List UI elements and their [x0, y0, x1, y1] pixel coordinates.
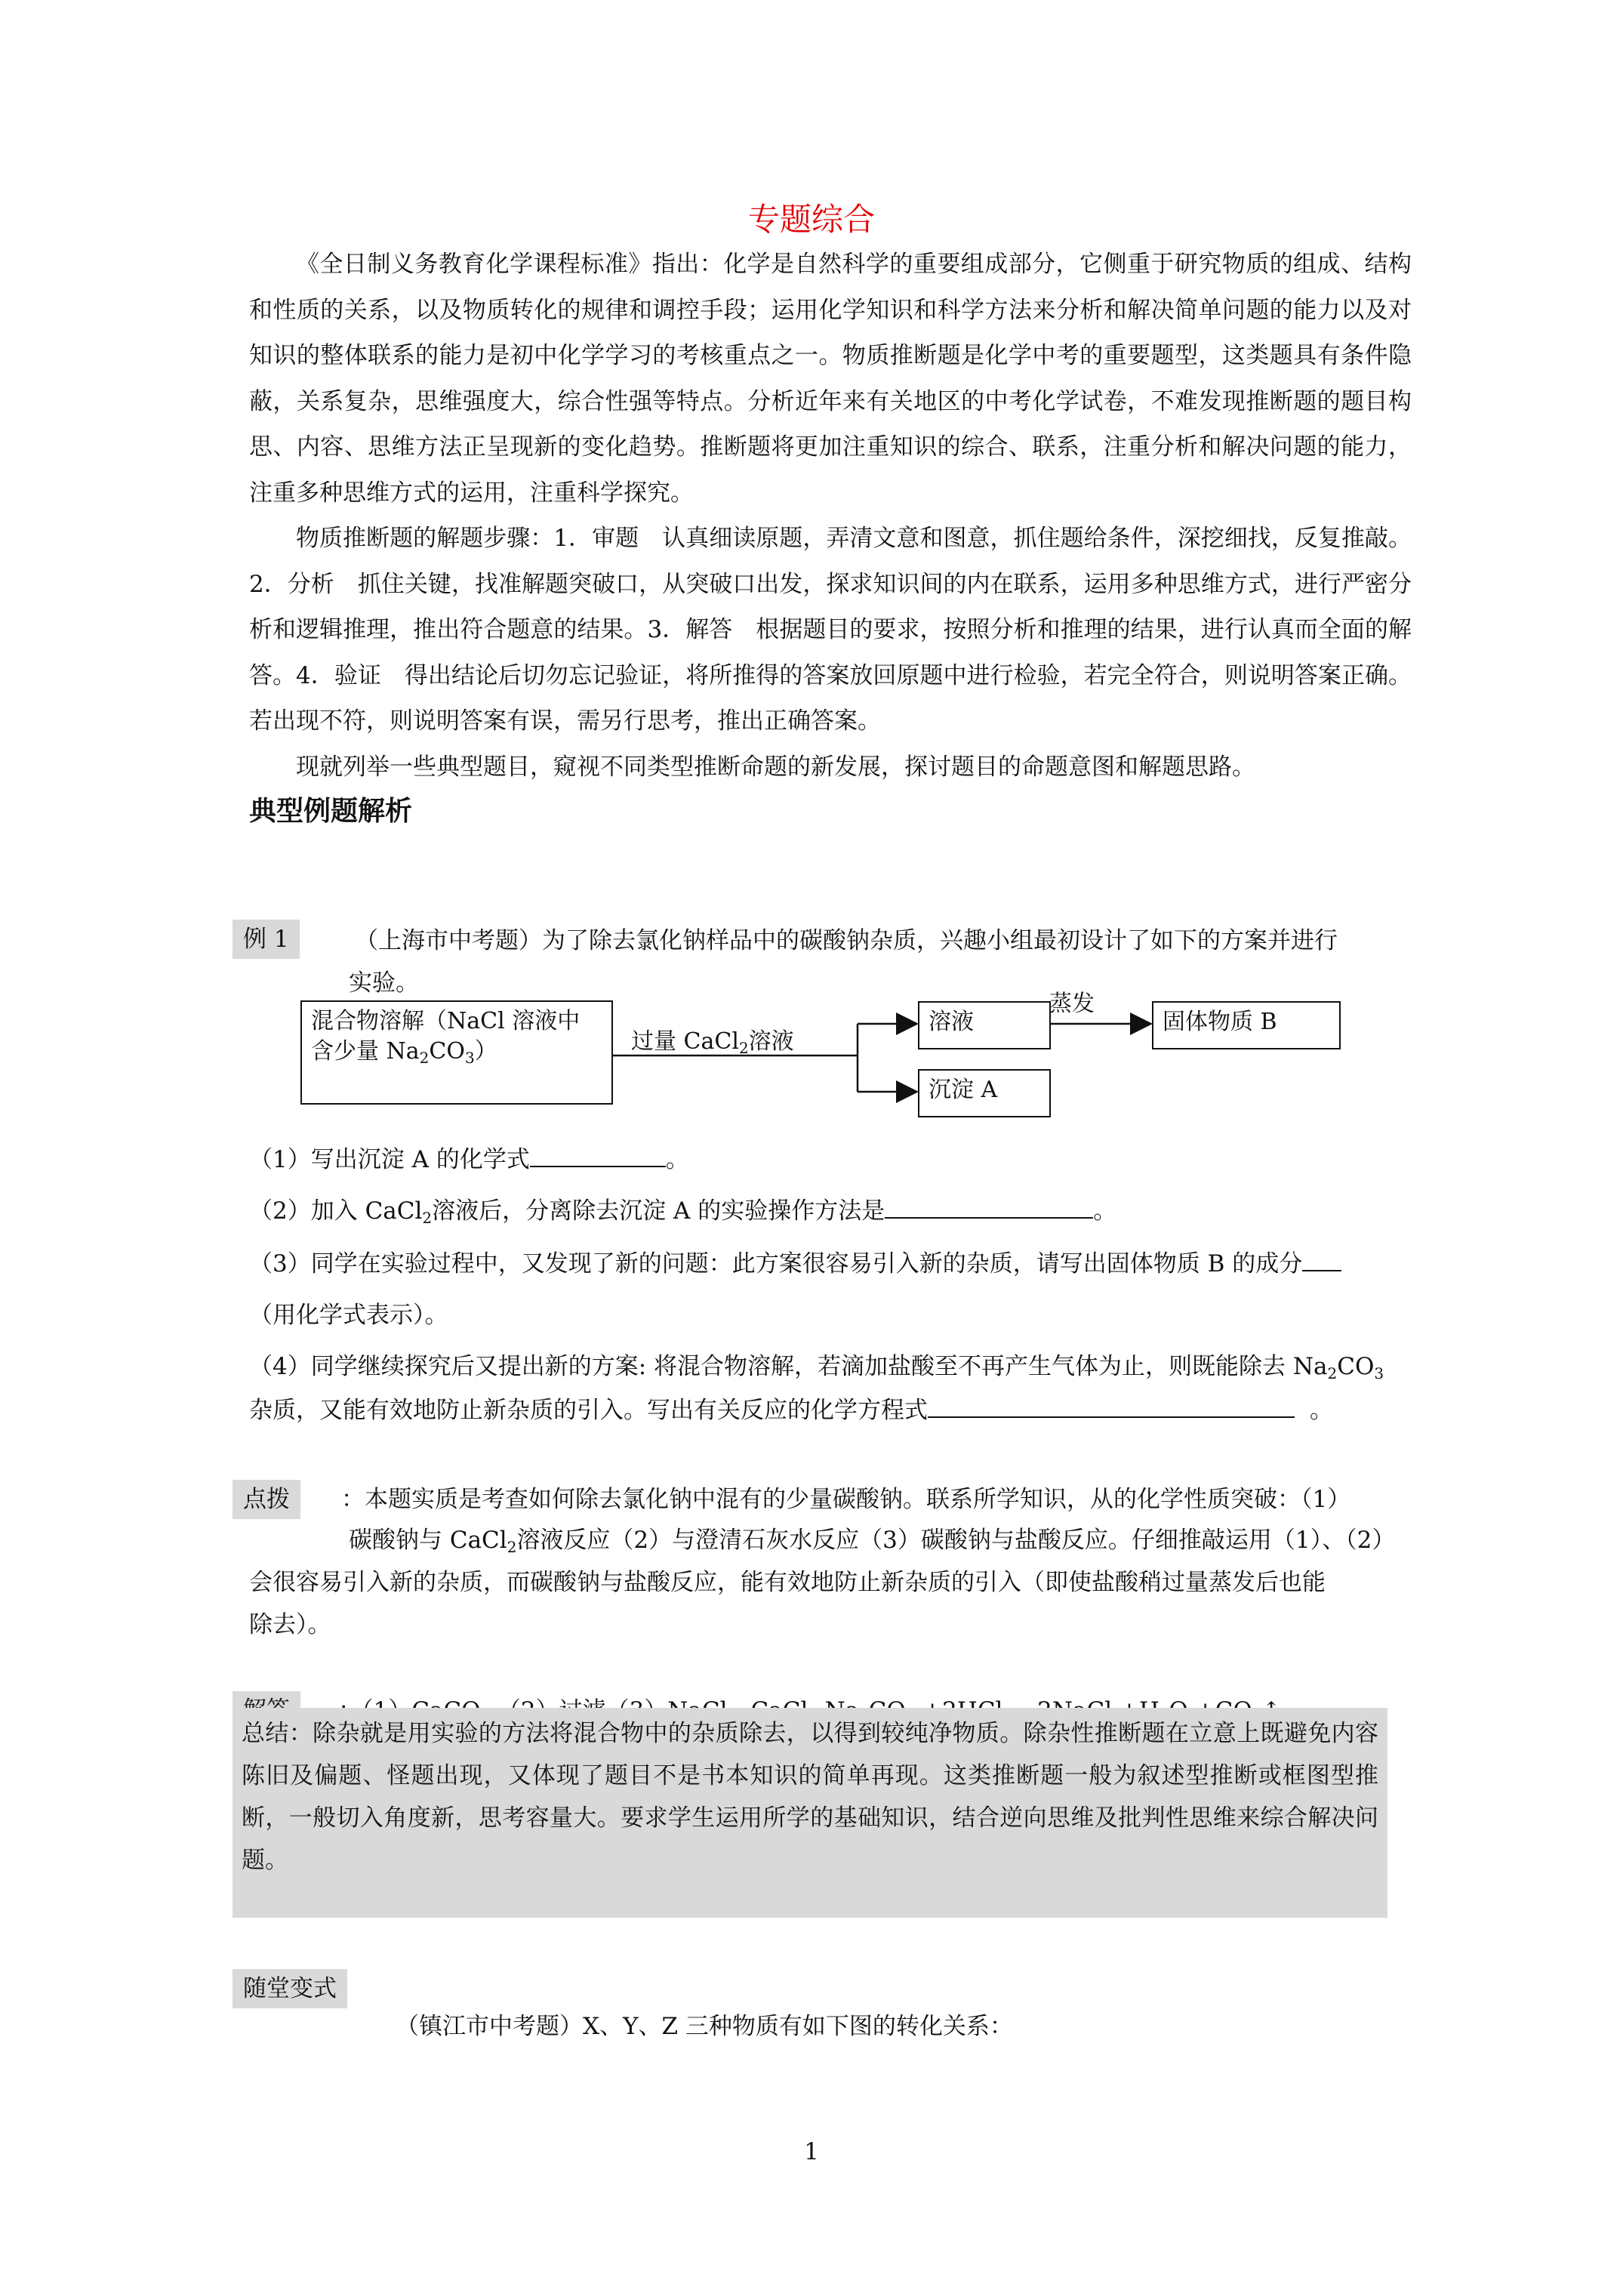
- intro-paragraph-1: 《全日制义务教育化学课程标准》指出：化学是自然科学的重要组成部分，它侧重于研究物质的组成、结构和性质的关系，以及物质转化的规律和调控手段；运用化学知识和科学方法来分析和解决简单问题的能力以及对知识的整体联系的能力是初中化学学习的考核重点之一。物质推断题是化学中考的重要题型，这类题具有条件隐蔽，关系复杂，思维强度大，综合性强等特点。分析近年来有关地区的中考化学试卷，不难发现推断题的题目构思、内容、思维方法正呈现新的变化趋势。推断题将更加注重知识的综合、联系，注重分析和解决问题的能力，注重多种思维方式的运用，注重科学探究。: [249, 251, 1412, 507]
- hint-line4: 除去）。: [249, 1611, 331, 1638]
- intro-paragraph-2: 物质推断题的解题步骤：1．审题 认真细读原题，弄清文意和图意，抓住题给条件，深挖细找，反复推敲。2．分析 抓住关键，找准解题突破口，从突破口出发，探求知识间的内在联系，运用多种思维方式，进行严密分析和逻辑推理，推出符合题意的结果。3．解答 根据题目的要求，按照分析和推理的结果，进行认真而全面的解答。4．验证 得出结论后切勿忘记验证，将所推得的答案放回原题中进行检验，若完全符合，则说明答案正确。若出现不符，则说明答案有误，需另行思考，推出正确答案。: [249, 525, 1412, 735]
- solid-b-box: 固体物质 B: [1152, 1001, 1341, 1049]
- intro-paragraph-3: 现就列举一些典型题目，窥视不同类型推断命题的新发展，探讨题目的命题意图和解题思路。: [296, 753, 1255, 781]
- practice-tag: 随堂变式: [233, 1969, 347, 2008]
- question-1: （1）写出沉淀 A 的化学式 。: [249, 1146, 689, 1173]
- example-tag: 例 1: [233, 920, 300, 959]
- page-number: 1: [804, 2138, 819, 2165]
- page-title: 专题综合: [747, 201, 875, 238]
- hint-tag: 点拨: [233, 1480, 300, 1519]
- hint-line2: 碳酸钠与 CaCl$_2$溶液反应（2）与澄清石灰水反应（3）碳酸钠与盐酸反应。仔细推敲运用（1）、（2）: [349, 1527, 1396, 1556]
- reagent-label: 过量 CaCl$_2$溶液: [631, 1028, 794, 1057]
- practice-text: （镇江市中考题）X、Y、Z 三种物质有如下图的转化关系：: [396, 2013, 1013, 2040]
- summary-box: 总结：除杂就是用实验的方法将混合物中的杂质除去，以得到较纯净物质。除杂性推断题在立意上既避免内容陈旧及偏题、怪题出现，又体现了题目不是书本知识的简单再现。这类推断题一般为叙述型推断或框图型推断，一般切入角度新，思考容量大。要求学生运用所学的基础知识，结合逆向思维及批判性思维来综合解决问题。: [233, 1708, 1387, 1918]
- question-4-line1: （4）同学继续探究后又提出新的方案: 将混合物溶解，若滴加盐酸至不再产生气体为止，则既能除去 $Na_2CO_3$: [249, 1353, 1384, 1382]
- flow-arrows: [0, 0, 1623, 1133]
- evaporate-label: 蒸发: [1049, 991, 1095, 1017]
- mixture-box-line1: 混合物溶解（NaCl 溶液中: [311, 1008, 581, 1034]
- section-heading: 典型例题解析: [249, 795, 413, 827]
- mixture-box-line2: 含少量 $Na_2CO_3$）: [311, 1038, 497, 1067]
- question-2: （2）加入 CaCl$_2$溶液后，分离除去沉淀 A 的实验操作方法是 。: [249, 1197, 1117, 1227]
- question-3-line2: （用化学式表示）。: [249, 1302, 448, 1329]
- precipitate-box: 沉淀 A: [918, 1069, 1051, 1117]
- hint-line1: ：本题实质是考查如何除去氯化钠中混有的少量碳酸钠。联系所学知识，从的化学性质突破：（1）: [341, 1486, 1351, 1513]
- solution-box: 溶液: [918, 1001, 1051, 1049]
- example-stem-line1: （上海市中考题）为了除去氯化钠样品中的碳酸钠杂质，兴趣小组最初设计了如下的方案并进行: [355, 927, 1338, 954]
- hint-line3: 会很容易引入新的杂质，而碳酸钠与盐酸反应，能有效地防止新杂质的引入（即使盐酸稍过量蒸发后也能: [249, 1569, 1326, 1596]
- question-3-line1: （3）同学在实验过程中，又发现了新的问题：此方案很容易引入新的杂质，请写出固体物质 B 的成分: [249, 1249, 1341, 1279]
- question-4-line2: 杂质，又能有效地防止新杂质的引入。写出有关反应的化学方程式 。: [249, 1397, 1333, 1424]
- example-stem-line2: 实验。: [349, 969, 419, 997]
